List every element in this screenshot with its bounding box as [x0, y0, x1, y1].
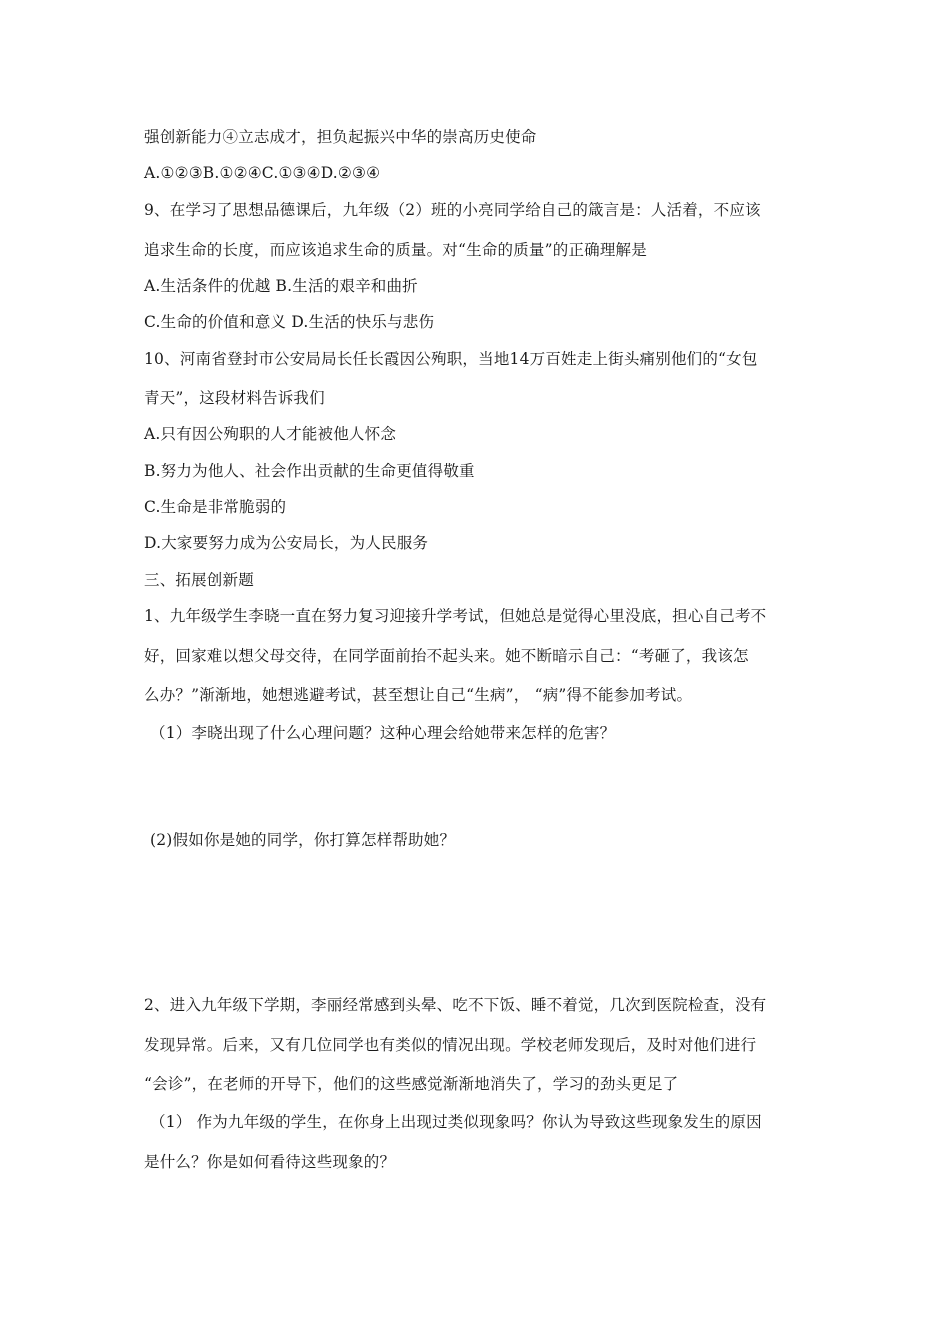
text-line: 是什么？你是如何看待这些现象的？	[144, 1153, 396, 1171]
text-line: “会诊”，在老师的开导下，他们的这些感觉渐渐地消失了，学习的劲头更足了	[144, 1075, 679, 1093]
sub-question-line: （1）李晓出现了什么心理问题？这种心理会给她带来怎样的危害？	[150, 724, 616, 742]
option-line: C.生命是非常脆弱的	[144, 498, 287, 516]
section-heading: 三、拓展创新题	[144, 571, 254, 589]
text-line: 强创新能力④立志成才，担负起振兴中华的崇高历史使命	[144, 128, 537, 146]
extension-question-1-line: 1、九年级学生李晓一直在努力复习迎接升学考试，但她总是觉得心里没底，担心自己考不	[144, 607, 767, 625]
sub-question-line: （1） 作为九年级的学生，在你身上出现过类似现象吗？你认为导致这些现象发生的原因	[150, 1113, 762, 1131]
text-line: 青天”，这段材料告诉我们	[144, 389, 325, 407]
text-line: 么办？”渐渐地，她想逃避考试，甚至想让自己“生病”， “病”得不能参加考试。	[144, 686, 693, 704]
text-line: 追求生命的长度，而应该追求生命的质量。对“生命的质量”的正确理解是	[144, 241, 647, 259]
text-line: 好，回家难以想父母交待，在同学面前抬不起头来。她不断暗示自己：“考砸了，我该怎	[144, 647, 749, 665]
text-line: 发现异常。后来，又有几位同学也有类似的情况出现。学校老师发现后，及时对他们进行	[144, 1036, 757, 1054]
question-10-line: 10、河南省登封市公安局局长任长霞因公殉职，当地14万百姓走上街头痛别他们的“女包	[144, 350, 758, 368]
text-line: A.①②③B.①②④C.①③④D.②③④	[144, 164, 381, 182]
option-line: B.努力为他人、社会作出贡献的生命更值得敬重	[144, 462, 475, 480]
extension-question-2-line: 2、进入九年级下学期，李丽经常感到头晕、吃不下饭、睡不着觉，几次到医院检查，没有	[144, 996, 767, 1014]
option-line: D.大家要努力成为公安局长，为人民服务	[144, 534, 429, 552]
option-line: C.生命的价值和意义 D.生活的快乐与悲伤	[144, 313, 435, 331]
question-9-line: 9、在学习了思想品德课后，九年级（2）班的小亮同学给自己的箴言是：人活着，不应该	[144, 201, 761, 219]
option-line: A.只有因公殉职的人才能被他人怀念	[144, 425, 397, 443]
sub-question-line: (2)假如你是她的同学，你打算怎样帮助她？	[150, 831, 456, 849]
option-line: A.生活条件的优越 B.生活的艰辛和曲折	[144, 277, 418, 295]
